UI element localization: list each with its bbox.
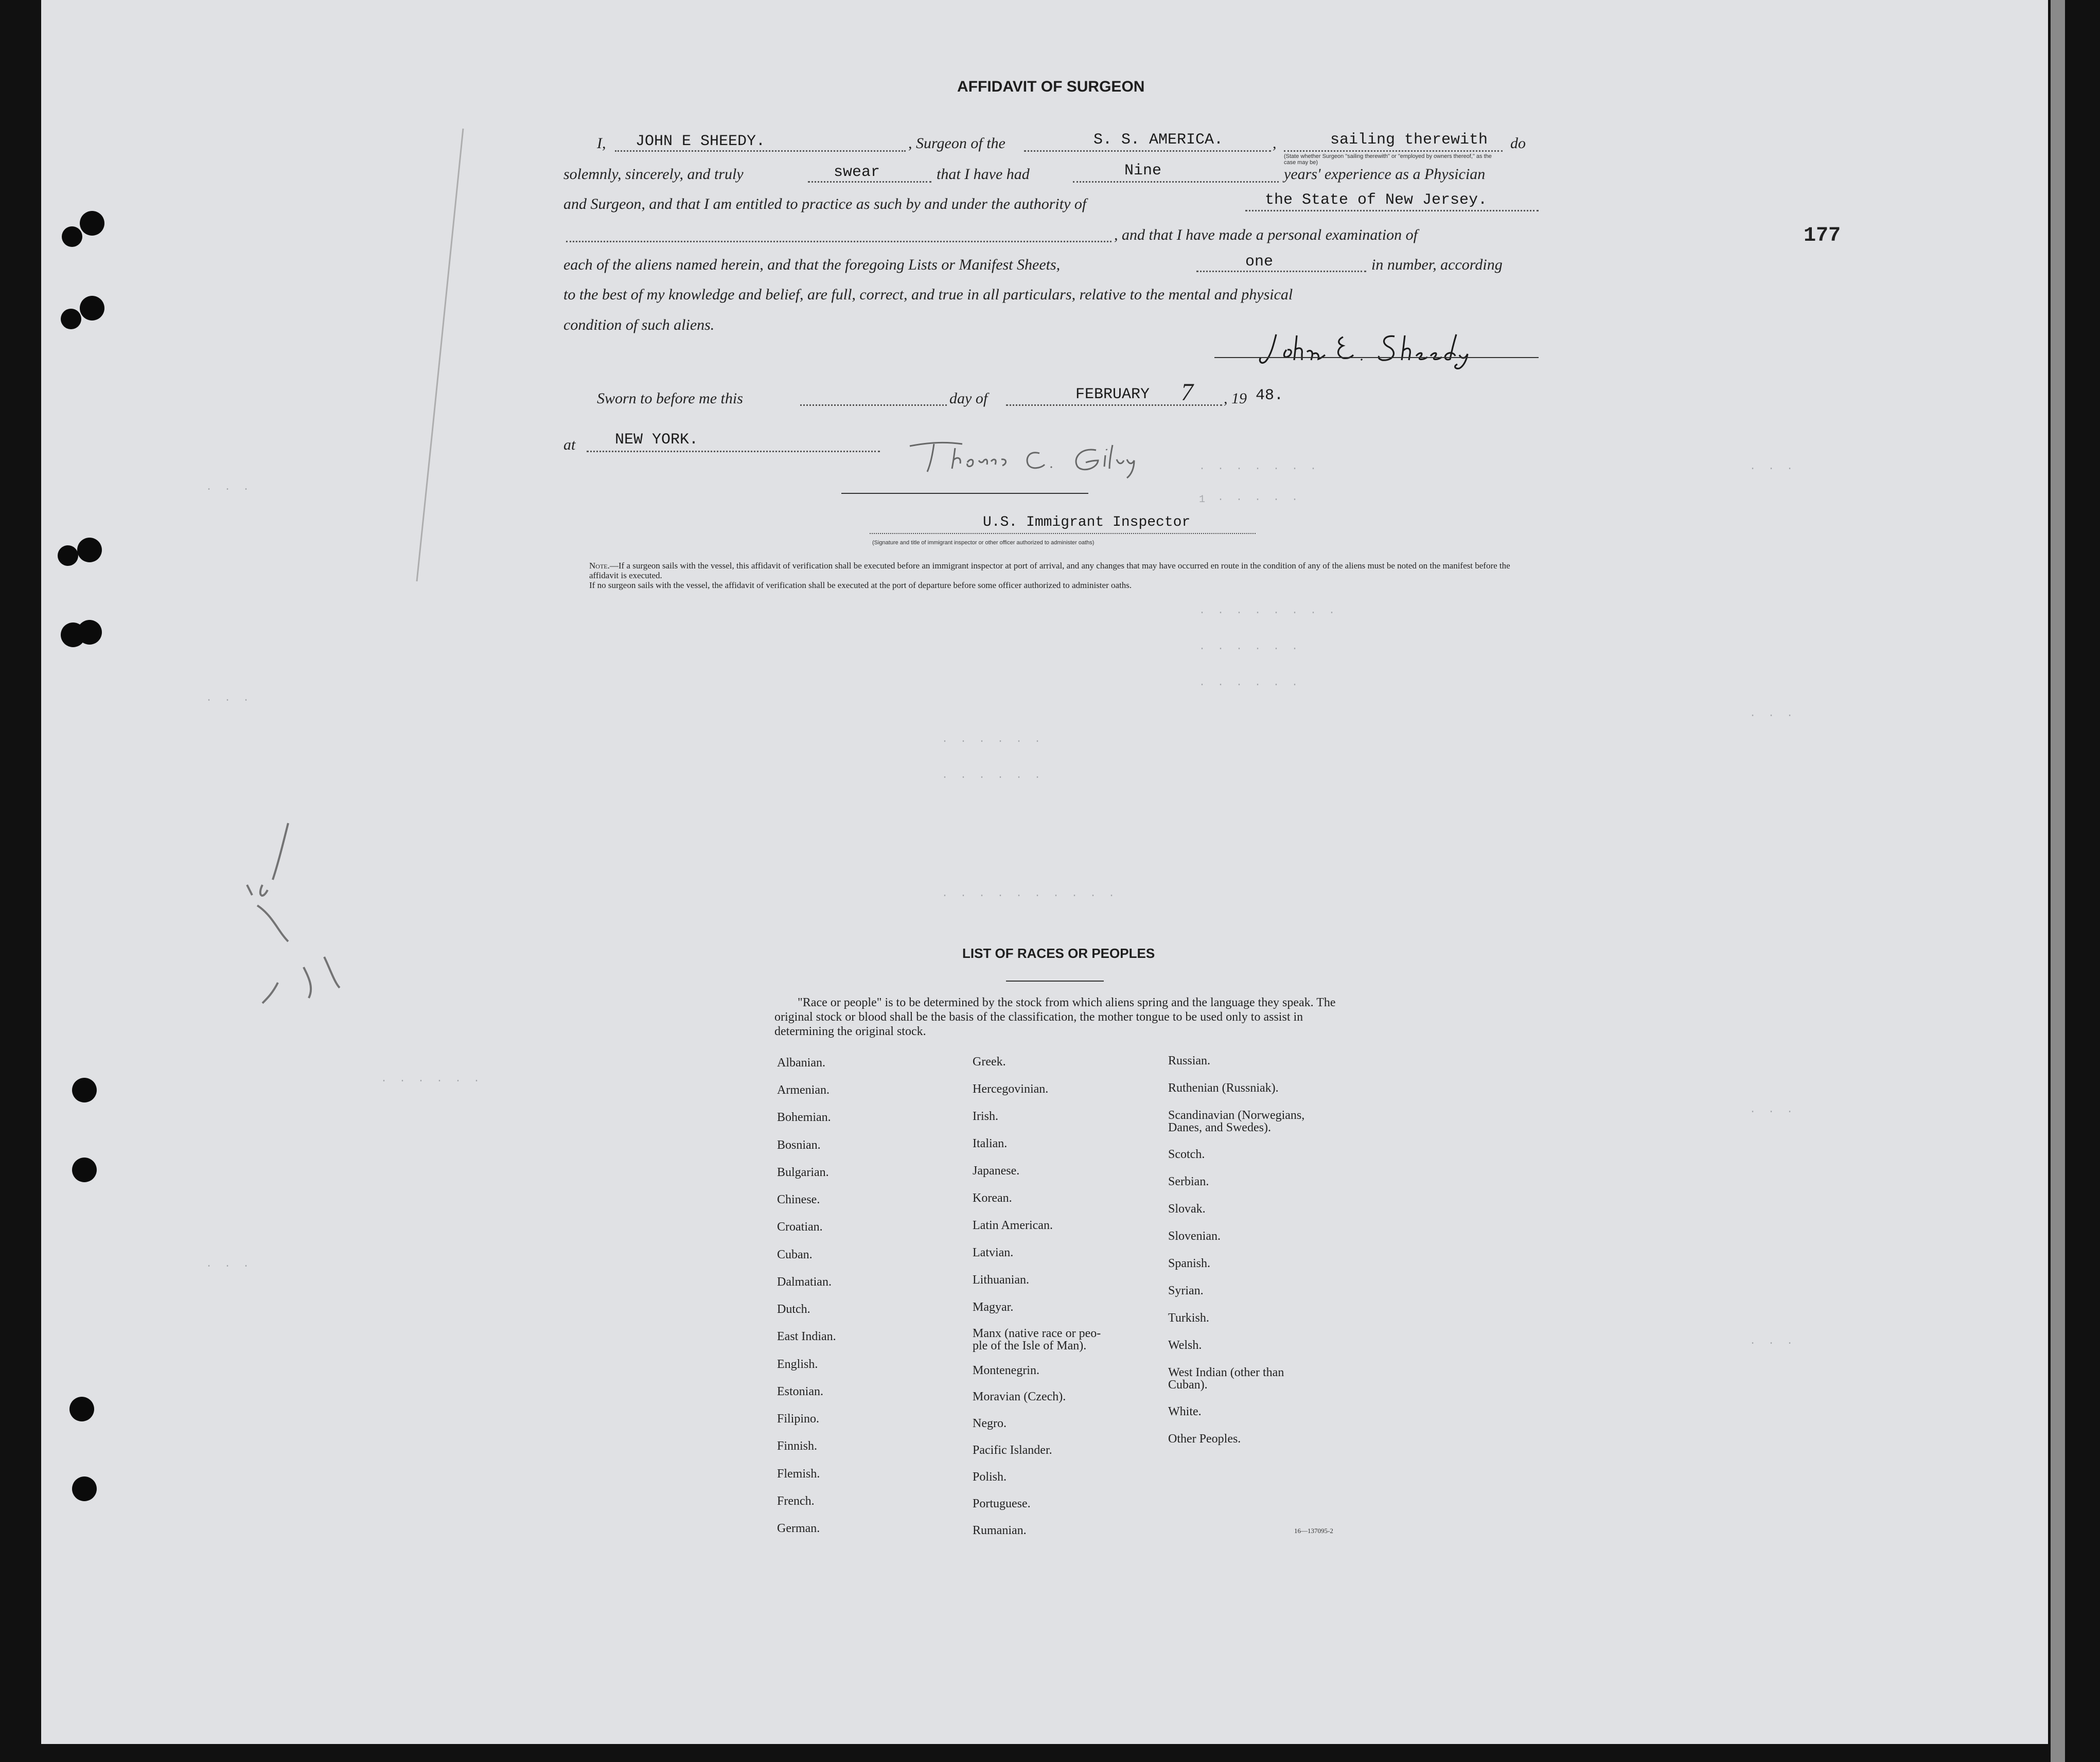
inspector-signature-line — [841, 493, 1088, 494]
race-item: Estonian. — [777, 1385, 823, 1398]
race-item: East Indian. — [777, 1330, 836, 1343]
race-item: Serbian. — [1168, 1175, 1209, 1188]
text-line-1a: I, — [597, 135, 606, 152]
race-item: Armenian. — [777, 1083, 830, 1097]
race-item: Latvian. — [973, 1246, 1014, 1259]
race-item: Filipino. — [777, 1412, 820, 1426]
oath-value: swear — [834, 164, 880, 181]
race-item: Lithuanian. — [973, 1273, 1029, 1287]
race-item: Polish. — [973, 1470, 1007, 1484]
vessel-value: S. S. AMERICA. — [1093, 131, 1224, 149]
bleed-through-text: · · · · · · — [942, 772, 1044, 784]
day-value: 7 — [1181, 379, 1193, 406]
years-line — [1073, 181, 1279, 183]
oath-line — [808, 181, 931, 183]
race-item: Scotch. — [1168, 1148, 1205, 1161]
service-value: sailing therewith — [1330, 131, 1488, 149]
binder-hole — [58, 545, 78, 566]
bleed-through-text: 1 · · · · · — [1199, 494, 1301, 506]
race-item: Greek. — [973, 1055, 1006, 1069]
surgeon-name-value: JOHN E SHEEDY. — [636, 133, 766, 150]
sworn-day-line — [800, 404, 947, 406]
service-note: (State whether Surgeon "sailing therewith" or "employed by owners thereof," as the case may be) — [1284, 153, 1492, 166]
bleed-through-text: · · · — [1750, 463, 1796, 475]
surgeon-signature-line — [1214, 357, 1539, 358]
race-item: Chinese. — [777, 1193, 820, 1206]
inspector-title-line — [870, 533, 1256, 534]
race-item: Korean. — [973, 1191, 1012, 1205]
race-item: Slovenian. — [1168, 1230, 1221, 1243]
race-item: Manx (native race or peo- — [973, 1327, 1101, 1340]
text-line-5a: each of the aliens named herein, and that the foregoing Lists or Manifest Sheets, — [563, 256, 1061, 273]
binder-hole — [69, 1397, 94, 1421]
years-value: Nine — [1124, 162, 1162, 180]
day-label: day of — [949, 390, 988, 407]
note-text-1: —If a surgeon sails with the vessel, this affidavit of verification shall be executed before an immigrant inspector at port of arrival, and any changes that may have occurred en route in the condition of any of the aliens must be noted on the manifest before the affidavit is executed. — [589, 561, 1510, 580]
race-item: Scandinavian (Norwegians, — [1168, 1109, 1305, 1122]
sheets-line — [1196, 271, 1366, 272]
text-line-1b: , Surgeon of the — [908, 135, 1005, 152]
race-item: German. — [777, 1522, 820, 1535]
race-item: White. — [1168, 1405, 1202, 1418]
race-item: Moravian (Czech). — [973, 1390, 1066, 1403]
page-edge — [2051, 0, 2065, 1762]
stray-pen-line — [412, 123, 473, 586]
race-item: Portuguese. — [973, 1497, 1031, 1510]
bleed-through-text: · · · — [1750, 1106, 1796, 1118]
bleed-through-text: · · · · · · — [1199, 643, 1301, 655]
stray-ink-marks — [226, 813, 391, 1019]
text-line-4: , and that I have made a personal examination of — [1114, 226, 1418, 243]
year-prefix: , 19 — [1224, 390, 1247, 407]
binder-hole — [80, 296, 104, 321]
bleed-through-text: · · · · · · · · — [1199, 607, 1338, 619]
race-item: Ruthenian (Russniak). — [1168, 1081, 1279, 1095]
authority-line — [1245, 210, 1539, 211]
races-title-rule — [1006, 981, 1104, 982]
bleed-through-text: · · · · · · · · · · — [942, 890, 1118, 902]
race-item: Magyar. — [973, 1301, 1014, 1314]
race-item: Japanese. — [973, 1164, 1020, 1178]
race-item: Italian. — [973, 1137, 1008, 1150]
text-line-2a: solemnly, sincerely, and truly — [563, 166, 744, 183]
race-item: Montenegrin. — [973, 1364, 1039, 1377]
race-item: Albanian. — [777, 1056, 825, 1070]
race-item: Cuban). — [1168, 1378, 1208, 1392]
inspector-note: (Signature and title of immigrant inspector or other officer authorized to administer oaths) — [872, 540, 1095, 546]
note-paragraph-2: If no surgeon sails with the vessel, the affidavit of verification shall be executed at the port of departure before some officer authorized to administer oaths. — [589, 580, 1132, 590]
inspector-signature — [906, 435, 1173, 484]
bleed-through-text: · · · — [206, 484, 253, 495]
race-item: English. — [777, 1358, 818, 1371]
race-item: Pacific Islander. — [973, 1444, 1052, 1457]
race-item: Syrian. — [1168, 1284, 1204, 1297]
race-item: Hercegovinian. — [973, 1082, 1049, 1096]
race-item: ple of the Isle of Man). — [973, 1339, 1087, 1352]
surgeon-signature-svg — [1256, 329, 1544, 370]
binder-hole — [72, 1078, 97, 1102]
text-line-7: condition of such aliens. — [563, 316, 715, 333]
race-item: Slovak. — [1168, 1202, 1206, 1216]
race-item: Latin American. — [973, 1219, 1053, 1232]
form-number: 16—137095-2 — [1294, 1527, 1333, 1535]
race-item: Welsh. — [1168, 1339, 1202, 1352]
bleed-through-text: · · · — [1750, 710, 1796, 722]
race-item: Finnish. — [777, 1439, 818, 1453]
place-line — [587, 451, 880, 452]
service-line — [1284, 150, 1503, 152]
month-value: FEBRUARY — [1075, 386, 1150, 403]
place-value: NEW YORK. — [615, 431, 699, 449]
authority-value: the State of New Jersey. — [1265, 191, 1488, 209]
sheets-value: one — [1245, 253, 1274, 271]
sworn-label: Sworn to before me this — [597, 390, 743, 407]
authority-continuation-line — [566, 241, 1111, 242]
bleed-through-text: · · · — [1750, 1338, 1796, 1349]
note-paragraph-1 — [589, 561, 1541, 580]
surgeon-signature — [1256, 329, 1544, 373]
race-item: Bosnian. — [777, 1138, 821, 1152]
at-label: at — [563, 436, 576, 453]
text-line-1c: do — [1510, 135, 1526, 152]
race-item: Danes, and Swedes). — [1168, 1121, 1271, 1134]
bleed-through-text: · · · — [206, 695, 253, 706]
race-item: Croatian. — [777, 1220, 823, 1234]
comma: , — [1273, 135, 1277, 152]
binder-hole — [80, 211, 104, 236]
binder-hole — [77, 538, 102, 562]
surgeon-name-line — [615, 150, 906, 152]
page-number: 177 — [1804, 224, 1841, 247]
race-item: Spanish. — [1168, 1257, 1211, 1270]
text-line-6: to the best of my knowledge and belief, are full, correct, and true in all particulars, relative to the mental and physical — [563, 286, 1293, 303]
race-item: Dutch. — [777, 1303, 810, 1316]
bleed-through-text: · · · · · · · — [1199, 463, 1320, 475]
bleed-through-text: · · · · · · — [381, 1075, 483, 1087]
race-item: Turkish. — [1168, 1311, 1209, 1325]
race-item: Other Peoples. — [1168, 1432, 1241, 1446]
bleed-through-text: · · · · · · — [942, 736, 1044, 747]
binder-hole — [72, 1476, 97, 1501]
race-item: Irish. — [973, 1110, 998, 1123]
inspector-title: U.S. Immigrant Inspector — [983, 514, 1191, 530]
binder-hole — [62, 226, 82, 247]
race-item: West Indian (other than — [1168, 1366, 1284, 1379]
race-item: Bulgarian. — [777, 1166, 829, 1179]
note-label: Note. — [589, 561, 610, 571]
race-item: Dalmatian. — [777, 1275, 832, 1289]
binder-hole — [61, 309, 81, 329]
race-item: Russian. — [1168, 1054, 1211, 1067]
race-item: Cuban. — [777, 1248, 813, 1261]
bleed-through-text: · · · — [206, 1260, 253, 1272]
affidavit-note — [589, 561, 1541, 590]
race-item: Bohemian. — [777, 1111, 831, 1124]
inspector-signature-svg — [906, 435, 1173, 481]
race-item: Flemish. — [777, 1467, 820, 1481]
affidavit-title: AFFIDAVIT OF SURGEON — [957, 78, 1145, 95]
bleed-through-text: · · · · · · — [1199, 679, 1301, 691]
text-line-2b: that I have had — [937, 166, 1030, 183]
race-item: French. — [777, 1494, 815, 1508]
races-title: LIST OF RACES OR PEOPLES — [962, 946, 1155, 961]
text-line-5b: in number, according — [1371, 256, 1503, 273]
binder-hole — [72, 1158, 97, 1182]
race-item: Rumanian. — [973, 1524, 1027, 1537]
vessel-line — [1024, 150, 1271, 152]
races-intro: "Race or people" is to be determined by the stock from which aliens spring and the language they speak. The original stock or blood shall be the basis of the classification, the mother tongue to be used only to assist in determining the original stock. — [774, 996, 1336, 1038]
text-line-2c: years' experience as a Physician — [1284, 166, 1486, 183]
year-suffix: 48. — [1256, 387, 1284, 404]
binder-hole — [61, 622, 85, 647]
race-item: Negro. — [973, 1417, 1007, 1430]
text-line-3: and Surgeon, and that I am entitled to practice as such by and under the authority of — [563, 195, 1087, 212]
